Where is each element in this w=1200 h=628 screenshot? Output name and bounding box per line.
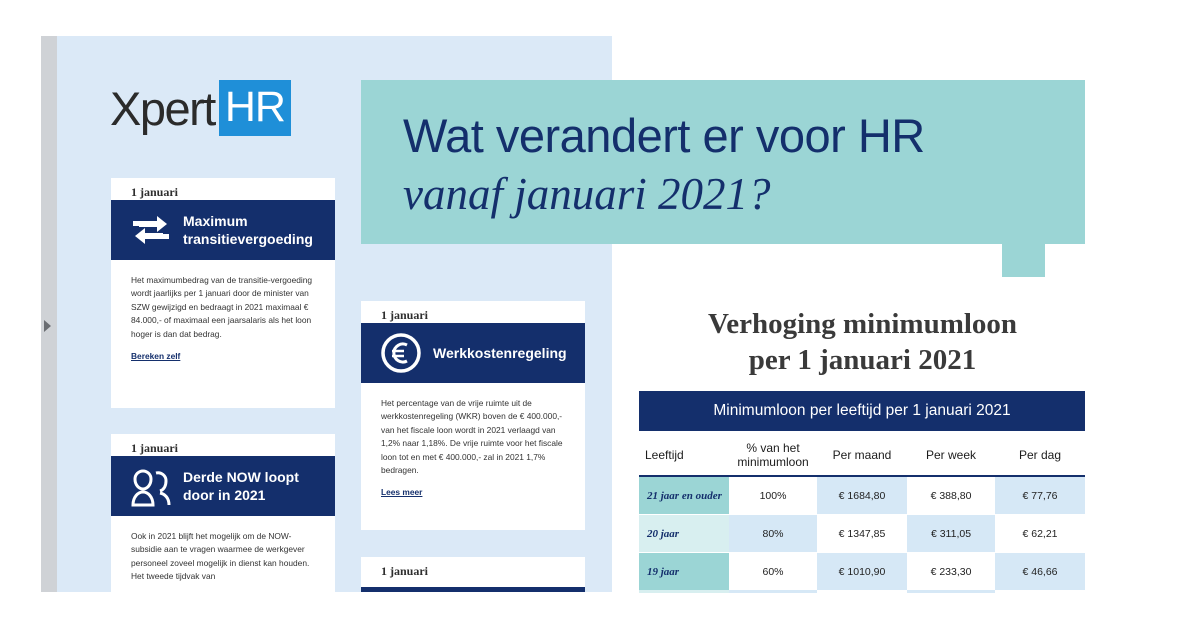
column-header: Per week [907, 435, 995, 476]
card-header [361, 587, 585, 592]
card-header [111, 456, 335, 516]
cell-age: 19 jaar [639, 553, 729, 591]
minimumloon-title-line1: Verhoging minimumloon [707, 308, 1018, 340]
minimumloon-title [640, 306, 1085, 378]
transfer-arrows-icon [129, 208, 173, 252]
column-header: Per maand [817, 435, 907, 476]
column-header: Leeftijd [639, 435, 729, 476]
cell-month: € 1347,85 [817, 515, 907, 553]
xperthr-logo [110, 80, 291, 136]
card-date: 1 januari [131, 441, 179, 455]
card-header [361, 323, 585, 383]
card-title: Maximum transitievergoeding [183, 213, 313, 247]
table-caption: Minimumloon per leeftijd per 1 januari 2021 [639, 391, 1085, 431]
cell-day: € 62,21 [995, 515, 1085, 553]
cell-week: € 233,30 [907, 553, 995, 591]
card-werkkostenregeling [361, 301, 585, 530]
cell-week: € 388,80 [907, 476, 995, 515]
cell-pct: 60% [729, 553, 817, 591]
card-body-text: Het maximumbedrag van de transitie-vergoeding wordt jaarlijks per 1 januari door de minister van SZW gewijzigd en bedraagt in 2021 maximaal € 84.000,- of maximaal een jaarsalaris als het loon hoger is dan dat bedrag. [131, 275, 313, 339]
cell-day: € 46,66 [995, 553, 1085, 591]
headline-banner [361, 80, 1085, 244]
card-date: 1 januari [381, 308, 429, 322]
cell-month: € 1684,80 [817, 476, 907, 515]
card-partial [361, 557, 585, 592]
cell-age: 21 jaar en ouder [639, 476, 729, 515]
euro-icon [379, 331, 423, 375]
card-body-text: Ook in 2021 blijft het mogelijk om de NOW-subsidie aan te vragen waarmee de werkgever personeel zoveel mogelijk in dienst kan houden. Het tweede tijdvak van [131, 531, 310, 582]
card-date: 1 januari [381, 564, 429, 578]
column-header: % van het minimumloon [729, 435, 817, 476]
banner-tail [1002, 244, 1045, 277]
card-body-text: Het percentage van de vrije ruimte uit de werkkostenregeling (WKR) boven de € 400.000,- van het fiscale loon wordt in 2021 verlaagd van 1,2% naar 1,18%. De vrije ruimte voor het fiscale loon tot en met € 400.000,- zal in 2021 1,7% bedragen. [381, 398, 563, 476]
headline-line1: Wat verandert er voor HR [403, 109, 925, 162]
table-row-partial [639, 590, 1085, 593]
headline-line2: vanaf januari 2021? [403, 169, 771, 219]
table-header-row [639, 435, 1085, 476]
logo-xpert-text: Xpert [110, 81, 215, 135]
card-derde-now [111, 434, 335, 592]
table-row [639, 515, 1085, 553]
expand-arrow-icon[interactable] [44, 320, 51, 332]
people-icon [129, 464, 173, 508]
card-title: Derde NOW loopt door in 2021 [183, 469, 299, 503]
table-row [639, 553, 1085, 591]
cell-month: € 1010,90 [817, 553, 907, 591]
logo-hr-text: HR [219, 80, 291, 136]
card-header [111, 200, 335, 260]
column-header: Per dag [995, 435, 1085, 476]
card-title: Werkkostenregeling [433, 345, 567, 361]
table-row [639, 476, 1085, 515]
cell-day: € 77,76 [995, 476, 1085, 515]
cell-pct: 100% [729, 476, 817, 515]
minimumloon-table [639, 435, 1085, 591]
cell-age: 20 jaar [639, 515, 729, 553]
card-date: 1 januari [131, 185, 179, 199]
card-transitievergoeding [111, 178, 335, 408]
cell-week: € 311,05 [907, 515, 995, 553]
cell-pct: 80% [729, 515, 817, 553]
lees-meer-link[interactable]: Lees meer [381, 487, 423, 498]
scrollbar-strip[interactable] [41, 36, 57, 592]
bereken-zelf-link[interactable]: Bereken zelf [131, 351, 181, 362]
minimumloon-title-line2: per 1 januari 2021 [748, 344, 977, 376]
